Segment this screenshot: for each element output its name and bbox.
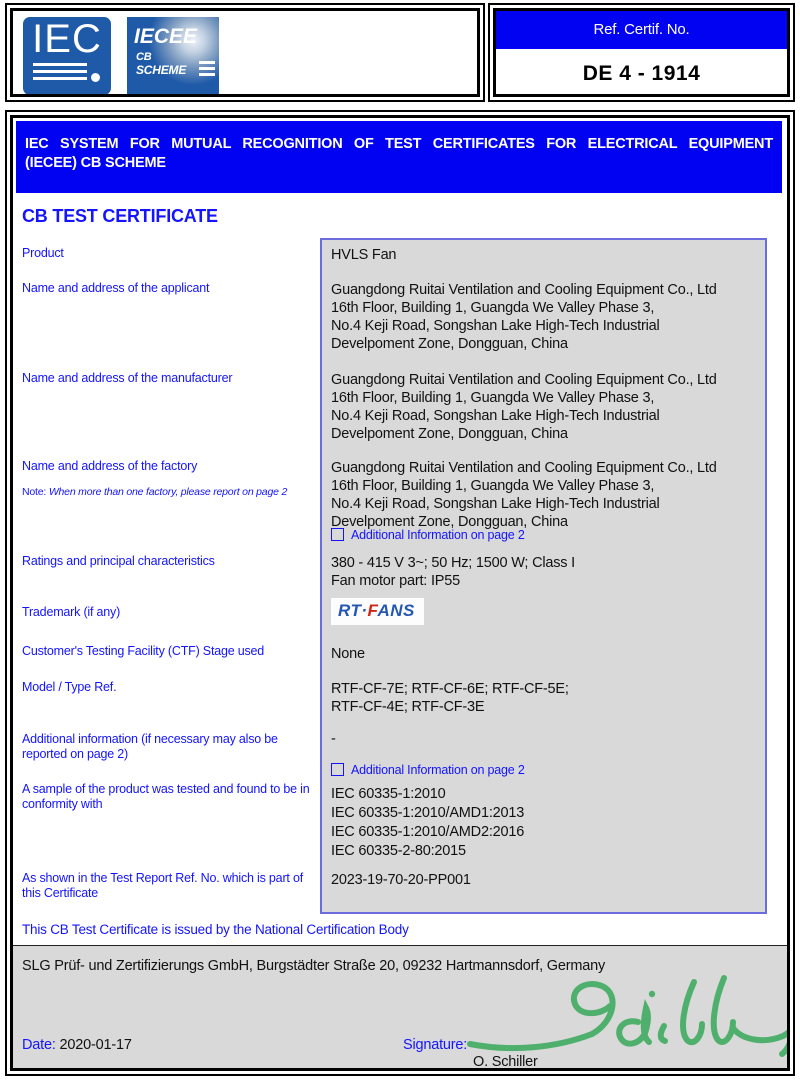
signer-name: O. Schiller (473, 1054, 538, 1070)
label-trademark: Trademark (if any) (22, 605, 121, 619)
label-additional-info: Additional information (if necessary may also be reported on page 2) (22, 732, 278, 761)
label-product: Product (22, 246, 64, 260)
standard-line: IEC 60335-1:2010/AMD1:2013 (331, 805, 525, 821)
standard-line: IEC 60335-1:2010/AMD2:2016 (331, 824, 525, 840)
model-line: RTF-CF-7E; RTF-CF-6E; RTF-CF-5E; (331, 681, 569, 697)
ratings-line: 380 - 415 V 3~; 50 Hz; 1500 W; Class I (331, 555, 576, 571)
date-label: Date: (22, 1037, 56, 1053)
ncb-name-address: SLG Prüf- und Zertifizierungs GmbH, Burgstädter Straße 20, 09232 Hartmannsdorf, Germany (22, 958, 605, 974)
address-line: 16th Floor, Building 1, Guangda We Valley Phase 3, (331, 390, 655, 406)
label-test-report: As shown in the Test Report Ref. No. which is part of this Certificate (22, 871, 303, 900)
address-line: Develpoment Zone, Dongguan, China (331, 514, 568, 530)
iecee-cb-scheme-logo (127, 17, 219, 95)
label-model: Model / Type Ref. (22, 680, 117, 694)
value-factory-address (331, 459, 717, 531)
additional-info-label: Additional Information on page 2 (351, 528, 525, 542)
standard-line: IEC 60335-1:2010 (331, 786, 446, 802)
iec-logo-line (33, 63, 87, 66)
certificate-body-inner (10, 115, 790, 1071)
address-line: 16th Floor, Building 1, Guangda We Valley Phase 3, (331, 478, 655, 494)
ref-certif-box (488, 3, 795, 102)
value-model (331, 680, 569, 716)
address-line: Guangdong Ruitai Ventilation and Cooling Equipment Co., Ltd (331, 372, 717, 388)
value-manufacturer-address (331, 371, 717, 443)
scheme-banner-line2: (IECEE) CB SCHEME (25, 155, 166, 171)
trademark-f: F (367, 601, 378, 620)
trademark-rt: RT· (338, 601, 368, 620)
scheme-banner-line1: IEC SYSTEM FOR MUTUAL RECOGNITION OF TEST CERTIFICATES FOR ELECTRICAL EQUIPMENT (25, 136, 773, 152)
date-value: 2020-01-17 (59, 1037, 132, 1053)
label-ctf: Customer's Testing Facility (CTF) Stage used (22, 644, 265, 658)
handwritten-signature (456, 970, 790, 1065)
label-applicant: Name and address of the applicant (22, 281, 210, 295)
iecee-logo-line (199, 61, 215, 64)
address-line: No.4 Keji Road, Songshan Lake High-Tech Industrial (331, 496, 660, 512)
standard-line: IEC 60335-2-80:2015 (331, 843, 466, 859)
address-line: No.4 Keji Road, Songshan Lake High-Tech Industrial (331, 408, 660, 424)
signature-label: Signature: (403, 1037, 468, 1053)
ref-certif-inner (493, 8, 790, 97)
label-factory: Name and address of the factory (22, 459, 198, 473)
address-line: Guangdong Ruitai Ventilation and Cooling Equipment Co., Ltd (331, 460, 717, 476)
value-test-report: 2023-19-70-20-PP001 (331, 872, 471, 888)
address-line: No.4 Keji Road, Songshan Lake High-Tech Industrial (331, 318, 660, 334)
additional-info-label: Additional Information on page 2 (351, 763, 525, 777)
ref-certif-label: Ref. Certif. No. (496, 11, 787, 49)
label-manufacturer: Name and address of the manufacturer (22, 371, 233, 385)
iecee-logo-line (199, 73, 215, 76)
additional-info-checkbox-row[interactable] (331, 528, 525, 542)
iecee-logo-line (199, 67, 215, 70)
label-ratings: Ratings and principal characteristics (22, 554, 215, 568)
ratings-line: Fan motor part: IP55 (331, 573, 460, 589)
logo-header-inner (10, 8, 480, 97)
value-applicant-address (331, 281, 717, 353)
additional-info-checkbox-row-2[interactable] (331, 763, 525, 777)
factory-note-text: When more than one factory, please report on page 2 (48, 486, 288, 498)
certificate-body-box (5, 110, 795, 1076)
value-standards (331, 785, 524, 861)
iecee-logo-text: IECEE (134, 25, 198, 48)
logo-header-box (5, 3, 485, 102)
checkbox-icon[interactable] (331, 763, 344, 776)
value-product: HVLS Fan (331, 247, 397, 263)
rt-fans-trademark-logo (331, 598, 424, 625)
value-ctf: None (331, 646, 365, 662)
iecee-cb-text: CB (136, 51, 152, 63)
factory-note-prefix: Note: (22, 486, 49, 498)
address-line: Develpoment Zone, Dongguan, China (331, 336, 568, 352)
model-line: RTF-CF-4E; RTF-CF-3E (331, 699, 485, 715)
page-title: CB TEST CERTIFICATE (22, 206, 218, 226)
value-additional-info: - (331, 731, 336, 747)
factory-note (22, 486, 322, 498)
trademark-ans: ANS (377, 601, 415, 620)
checkbox-icon[interactable] (331, 528, 344, 541)
address-line: Develpoment Zone, Dongguan, China (331, 426, 568, 442)
label-sample-conformity: A sample of the product was tested and found to be in conformity with (22, 782, 310, 811)
issued-by-statement: This CB Test Certificate is issued by the National Certification Body (22, 922, 409, 937)
iec-logo (23, 17, 111, 95)
iec-logo-text: IEC (32, 17, 102, 61)
date-row (22, 1037, 132, 1053)
iec-logo-dot (91, 73, 100, 82)
certificate-number: DE 4 - 1914 (582, 62, 701, 85)
iec-logo-line (33, 70, 87, 73)
address-line: Guangdong Ruitai Ventilation and Cooling Equipment Co., Ltd (331, 282, 717, 298)
address-line: 16th Floor, Building 1, Guangda We Valley Phase 3, (331, 300, 655, 316)
iecee-scheme-text: SCHEME (136, 63, 187, 77)
iec-logo-line (33, 77, 87, 80)
value-ratings (331, 554, 575, 590)
scheme-banner (16, 121, 782, 193)
